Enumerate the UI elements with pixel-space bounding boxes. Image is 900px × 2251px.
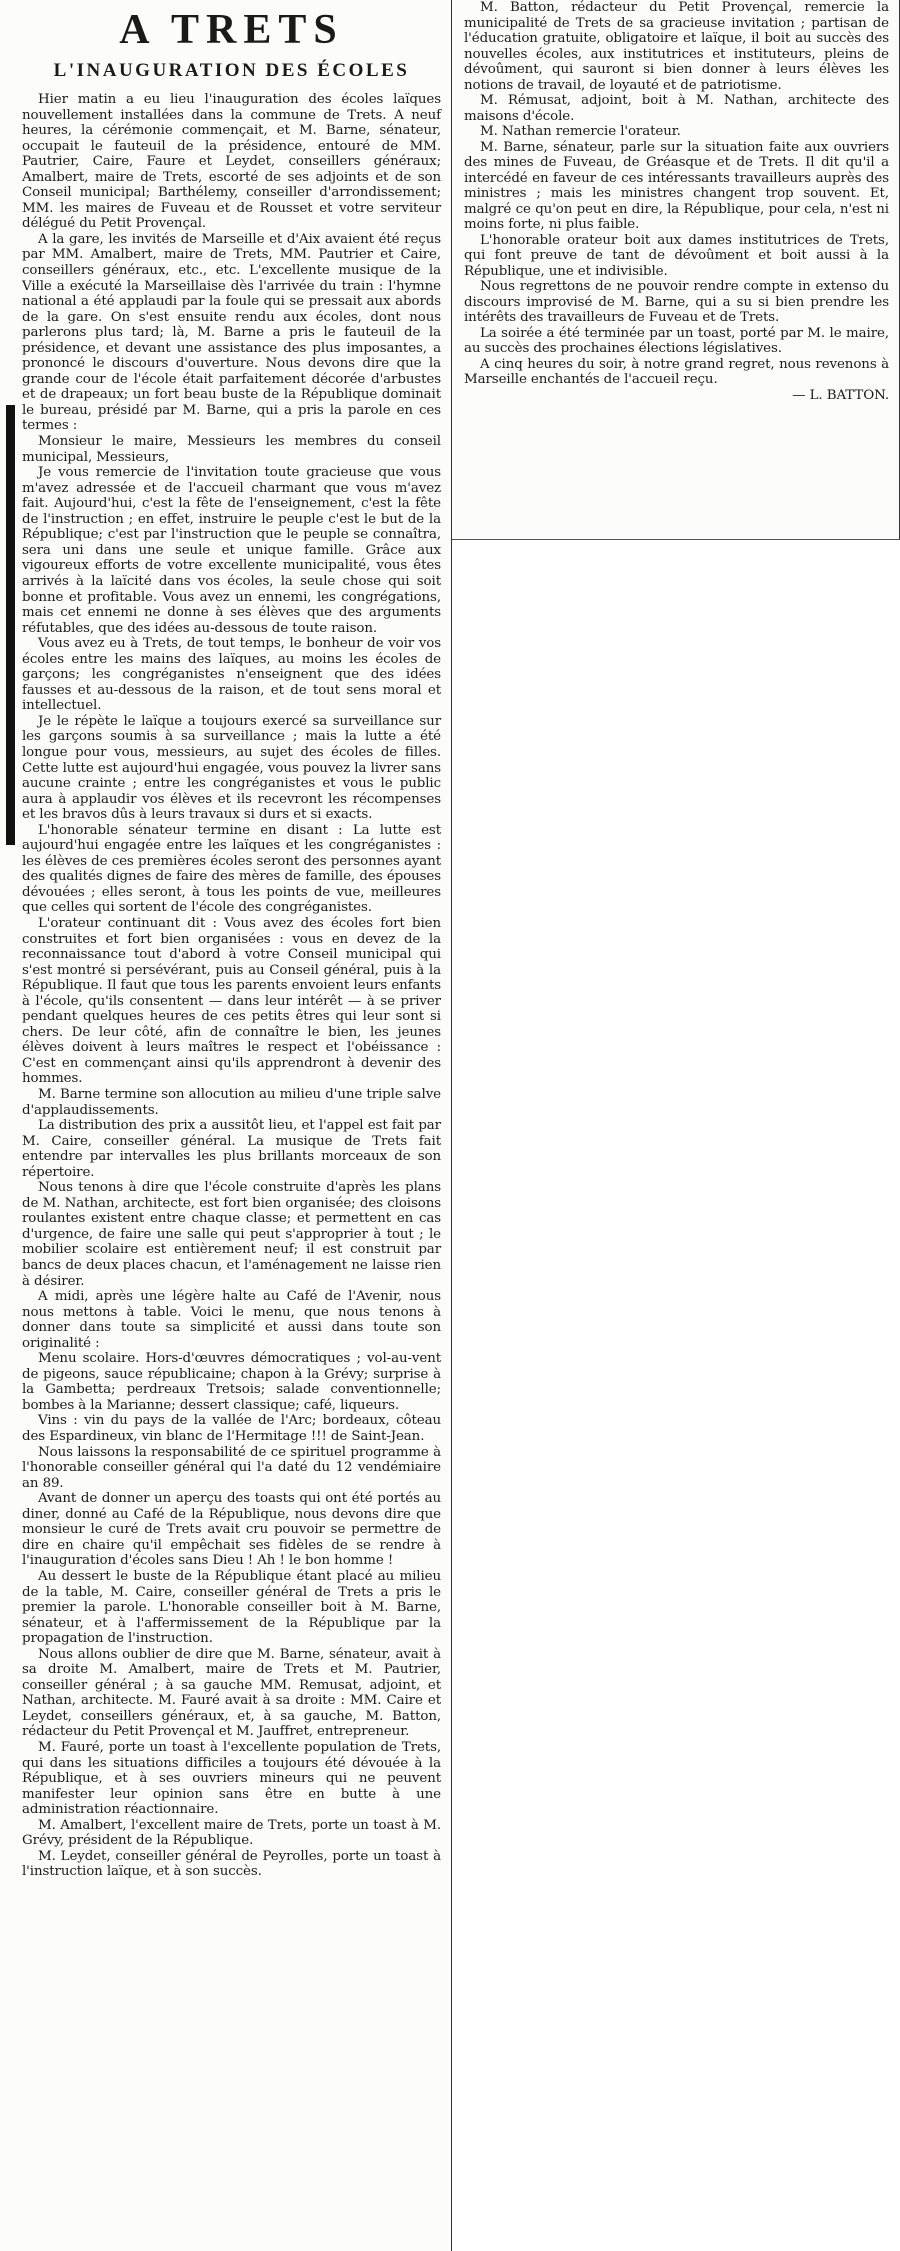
paragraph: La soirée a été terminée par un toast, porté par M. le maire, au succès des prochaines élections législatives. bbox=[464, 325, 889, 356]
paragraph: Nous tenons à dire que l'école construite d'après les plans de M. Nathan, architecte, est fort bien organisée; des cloisons roulantes existent entre chaque classe; et permettent en cas d'urgence, de faire une salle qui peut s'approprier à tout ; le mobilier scolaire est entièrement neuf; il est construit par bancs de deux places chacun, et l'aménagement ne laisse rien à désirer. bbox=[22, 1180, 441, 1289]
right-column bbox=[452, 0, 900, 540]
print-margin-mark bbox=[6, 405, 15, 845]
paragraph: Hier matin a eu lieu l'inauguration des écoles laïques nouvellement installées dans la commune de Trets. A neuf heures, la cérémonie commençait, et M. Barne, sénateur, occupait le fauteuil de la présidence, entouré de MM. Pautrier, Caire, Faure et Leydet, conseillers généraux; Amalbert, maire de Trets, escorté de ses adjoints et de son Conseil municipal; Barthélemy, conseiller d'arrondissement; MM. les maires de Fuveau et de Rousset et votre serviteur délégué du Petit Provençal. bbox=[22, 92, 441, 232]
paragraph: M. Barne termine son allocution au milieu d'une triple salve d'applaudissements. bbox=[22, 1087, 441, 1118]
paragraph: Nous allons oublier de dire que M. Barne, sénateur, avait à sa droite M. Amalbert, maire de Trets et M. Pautrier, conseiller général ; à sa gauche MM. Remusat, adjoint, et Nathan, architecte. M. Fauré avait à sa droite : MM. Caire et Leydet, conseillers généraux, et, à sa gauche, M. Batton, rédacteur du Petit Provençal et M. Jauffret, entrepreneur. bbox=[22, 1646, 441, 1740]
author-signature: — L. BATTON. bbox=[792, 387, 889, 403]
paragraph: M. Nathan remercie l'orateur. bbox=[480, 124, 681, 139]
paragraph: L'orateur continuant dit : Vous avez des écoles fort bien construites et fort bien organisées : vous en devez de la reconnaissance tout d'abord à votre Conseil municipal qui s'est montré si persévérant, puis au Conseil général, puis à la République. Il faut que tous les parents envoient leurs enfants à l'école, qu'ils consentent — dans leur intérêt — à se priver pendant quelques heures de ces petits êtres qui leur sont si chers. De leur côté, afin de connaître le bien, les jeunes élèves doivent à leurs maîtres le respect et l'obéissance : C'est en commençant ainsi qu'ils apprendront à devenir des hommes. bbox=[22, 915, 441, 1087]
paragraph: Nous regrettons de ne pouvoir rendre compte in extenso du discours improvisé de M. Barne, qui a su si bien prendre les intérêts des travailleurs de Fuveau et de Trets. bbox=[464, 279, 889, 325]
paragraph: M. Amalbert, l'excellent maire de Trets, porte un toast à M. Grévy, président de la République. bbox=[22, 1817, 441, 1849]
paragraph: Au dessert le buste de la République étant placé au milieu de la table, M. Caire, conseiller général de Trets a pris le premier la parole. L'honorable conseiller boit à M. Barne, sénateur, et à l'affermissement de la République par la propagation de l'instruction. bbox=[22, 1568, 441, 1647]
paragraph: La distribution des prix a aussitôt lieu, et l'appel est fait par M. Caire, conseiller général. La musique de Trets fait entendre par intervalles les plus brillants morceaux de son répertoire. bbox=[22, 1118, 441, 1180]
paragraph: M. Batton, rédacteur du Petit Provençal, remercie la municipalité de Trets de sa gracieuse invitation ; partisan de l'éducation gratuite, obligatoire et laïque, il boit au succès des nouvelles écoles, aux institutrices et instituteurs, pleins de dévoûment, qui sauront si bien donner à leurs élèves les notions de travail, de loyauté et de patriotisme. bbox=[464, 0, 889, 93]
paragraph: Je le répète le laïque a toujours exercé sa surveillance sur les garçons soumis à sa surveillance ; mais la lutte a été longue pour vous, messieurs, au sujet des écoles de filles. Cette lutte est aujourd'hui engagée, vous pouvez la livrer sans aucune crainte ; entre les congréganistes et vous le public aura à applaudir vos élèves et ils recevront les récompenses et les bravos dûs à leurs travaux si durs et si exacts. bbox=[22, 713, 441, 823]
paragraph: Monsieur le maire, Messieurs les membres du conseil municipal, Messieurs, bbox=[22, 434, 441, 465]
paragraph: A cinq heures du soir, à notre grand regret, nous revenons à Marseille enchantés de l'accueil reçu. bbox=[464, 356, 889, 387]
paragraph: M. Leydet, conseiller général de Peyrolles, porte un toast à l'instruction laïque, et à son succès. bbox=[22, 1848, 441, 1880]
left-column-body bbox=[22, 92, 441, 1880]
paragraph: Vous avez eu à Trets, de tout temps, le bonheur de voir vos écoles entre les mains des laïques, au moins les écoles de garçons; les congréganistes n'enseignent que des idées fausses et au-dessous de la raison, et de tout sens moral et intellectuel. bbox=[22, 636, 441, 714]
article-title: A TRETS bbox=[119, 7, 344, 53]
paragraph: L'honorable sénateur termine en disant : La lutte est aujourd'hui engagée entre les laïques et les congréganistes : les élèves de ces premières écoles seront des personnes ayant des qualités dignes de faire des mères de famille, des épouses dévouées ; elles seront, à tous les points de vue, meilleures que celles qui sortent de l'école des congréganistes. bbox=[22, 822, 441, 916]
paragraph: Vins : vin du pays de la vallée de l'Arc; bordeaux, côteau des Espardineux, vin blanc de l'Hermitage !!! de Saint-Jean. bbox=[22, 1413, 441, 1445]
right-column-body bbox=[464, 0, 889, 403]
paragraph: M. Rémusat, adjoint, boit à M. Nathan, architecte des maisons d'école. bbox=[464, 93, 889, 124]
paragraph: M. Fauré, porte un toast à l'excellente population de Trets, qui dans les situations difficiles a toujours été dévouée à la République, et à ses ouvriers mineurs qui ne peuvent manifester leur opinion sans être en butte à une administration réactionnaire. bbox=[22, 1739, 441, 1818]
paragraph: Menu scolaire. Hors-d'œuvres démocratiques ; vol-au-vent de pigeons, sauce républicaine; chapon à la Grévy; surprise à la Gambetta; perdreaux Tretsois; salade conventionnelle; bombes à la Marianne; dessert classique; café, liqueurs. bbox=[22, 1351, 441, 1413]
paragraph: L'honorable orateur boit aux dames institutrices de Trets, qui font preuve de tant de dévoûment et boit aussi à la République, une et indivisible. bbox=[464, 232, 889, 279]
paragraph: Nous laissons la responsabilité de ce spirituel programme à l'honorable conseiller général qui l'a daté du 12 vendémiaire an 89. bbox=[22, 1444, 441, 1491]
article-subtitle: L'INAUGURATION DES ÉCOLES bbox=[53, 60, 410, 81]
paragraph: M. Barne, sénateur, parle sur la situation faite aux ouvriers des mines de Fuveau, de Gréasque et de Trets. Il dit qu'il a intercédé en faveur de ces intéressants travailleurs auprès des ministres ; mais les ministres changent trop souvent. Et, malgré ce qu'on peut en dire, la République, pour cela, n'est ni moins forte, ni plus faible. bbox=[464, 139, 889, 232]
paragraph: A midi, après une légère halte au Café de l'Avenir, nous nous mettons à table. Voici le menu, que nous tenons à donner dans toute sa simplicité et aussi dans toute son originalité : bbox=[22, 1289, 441, 1351]
paragraph: Avant de donner un aperçu des toasts qui ont été portés au diner, donné au Café de la République, nous devons dire que monsieur le curé de Trets avait cru pouvoir se permettre de dire en chaire qu'il empêchait ses fidèles de se rendre à l'inauguration d'écoles sans Dieu ! Ah ! le bon homme ! bbox=[22, 1491, 441, 1569]
paragraph: Je vous remercie de l'invitation toute gracieuse que vous m'avez adressée et de l'accueil charmant que vous m'avez fait. Aujourd'hui, c'est la fête de l'enseignement, c'est la fête de l'instruction ; en effet, instruire le peuple c'est le but de la République; c'est par l'instruction que le peuple se connaîtra, sera uni dans une seule et unique famille. Grâce aux vigoureux efforts de votre excellente municipalité, vous êtes arrivés à la laïcité dans vos écoles, la seule chose qui soit bonne et profitable. Vous avez un ennemi, les congrégations, mais cet ennemi ne donne à ses élèves que des arguments réfutables, que des idées au-dessous de toute raison. bbox=[22, 465, 441, 636]
paragraph: A la gare, les invités de Marseille et d'Aix avaient été reçus par MM. Amalbert, maire de Trets, MM. Pautrier et Caire, conseillers généraux, etc., etc. L'excellente musique de la Ville a exécuté la Marseillaise dès l'arrivée du train : l'hymne national a été applaudi par la foule qui se pressait aux abords de la gare. On s'est ensuite rendu aux écoles, dont nous parlerons plus tard; là, M. Barne a pris le fauteuil de la présidence, et devant une assistance des plus imposantes, a prononcé le discours d'ouverture. Nous devons dire que la grande cour de l'école était parfaitement décorée d'arbustes et de drapeaux; un fort beau buste de la République dominait le bureau, présidé par M. Barne, qui a pris la parole en ces termes : bbox=[22, 231, 441, 434]
